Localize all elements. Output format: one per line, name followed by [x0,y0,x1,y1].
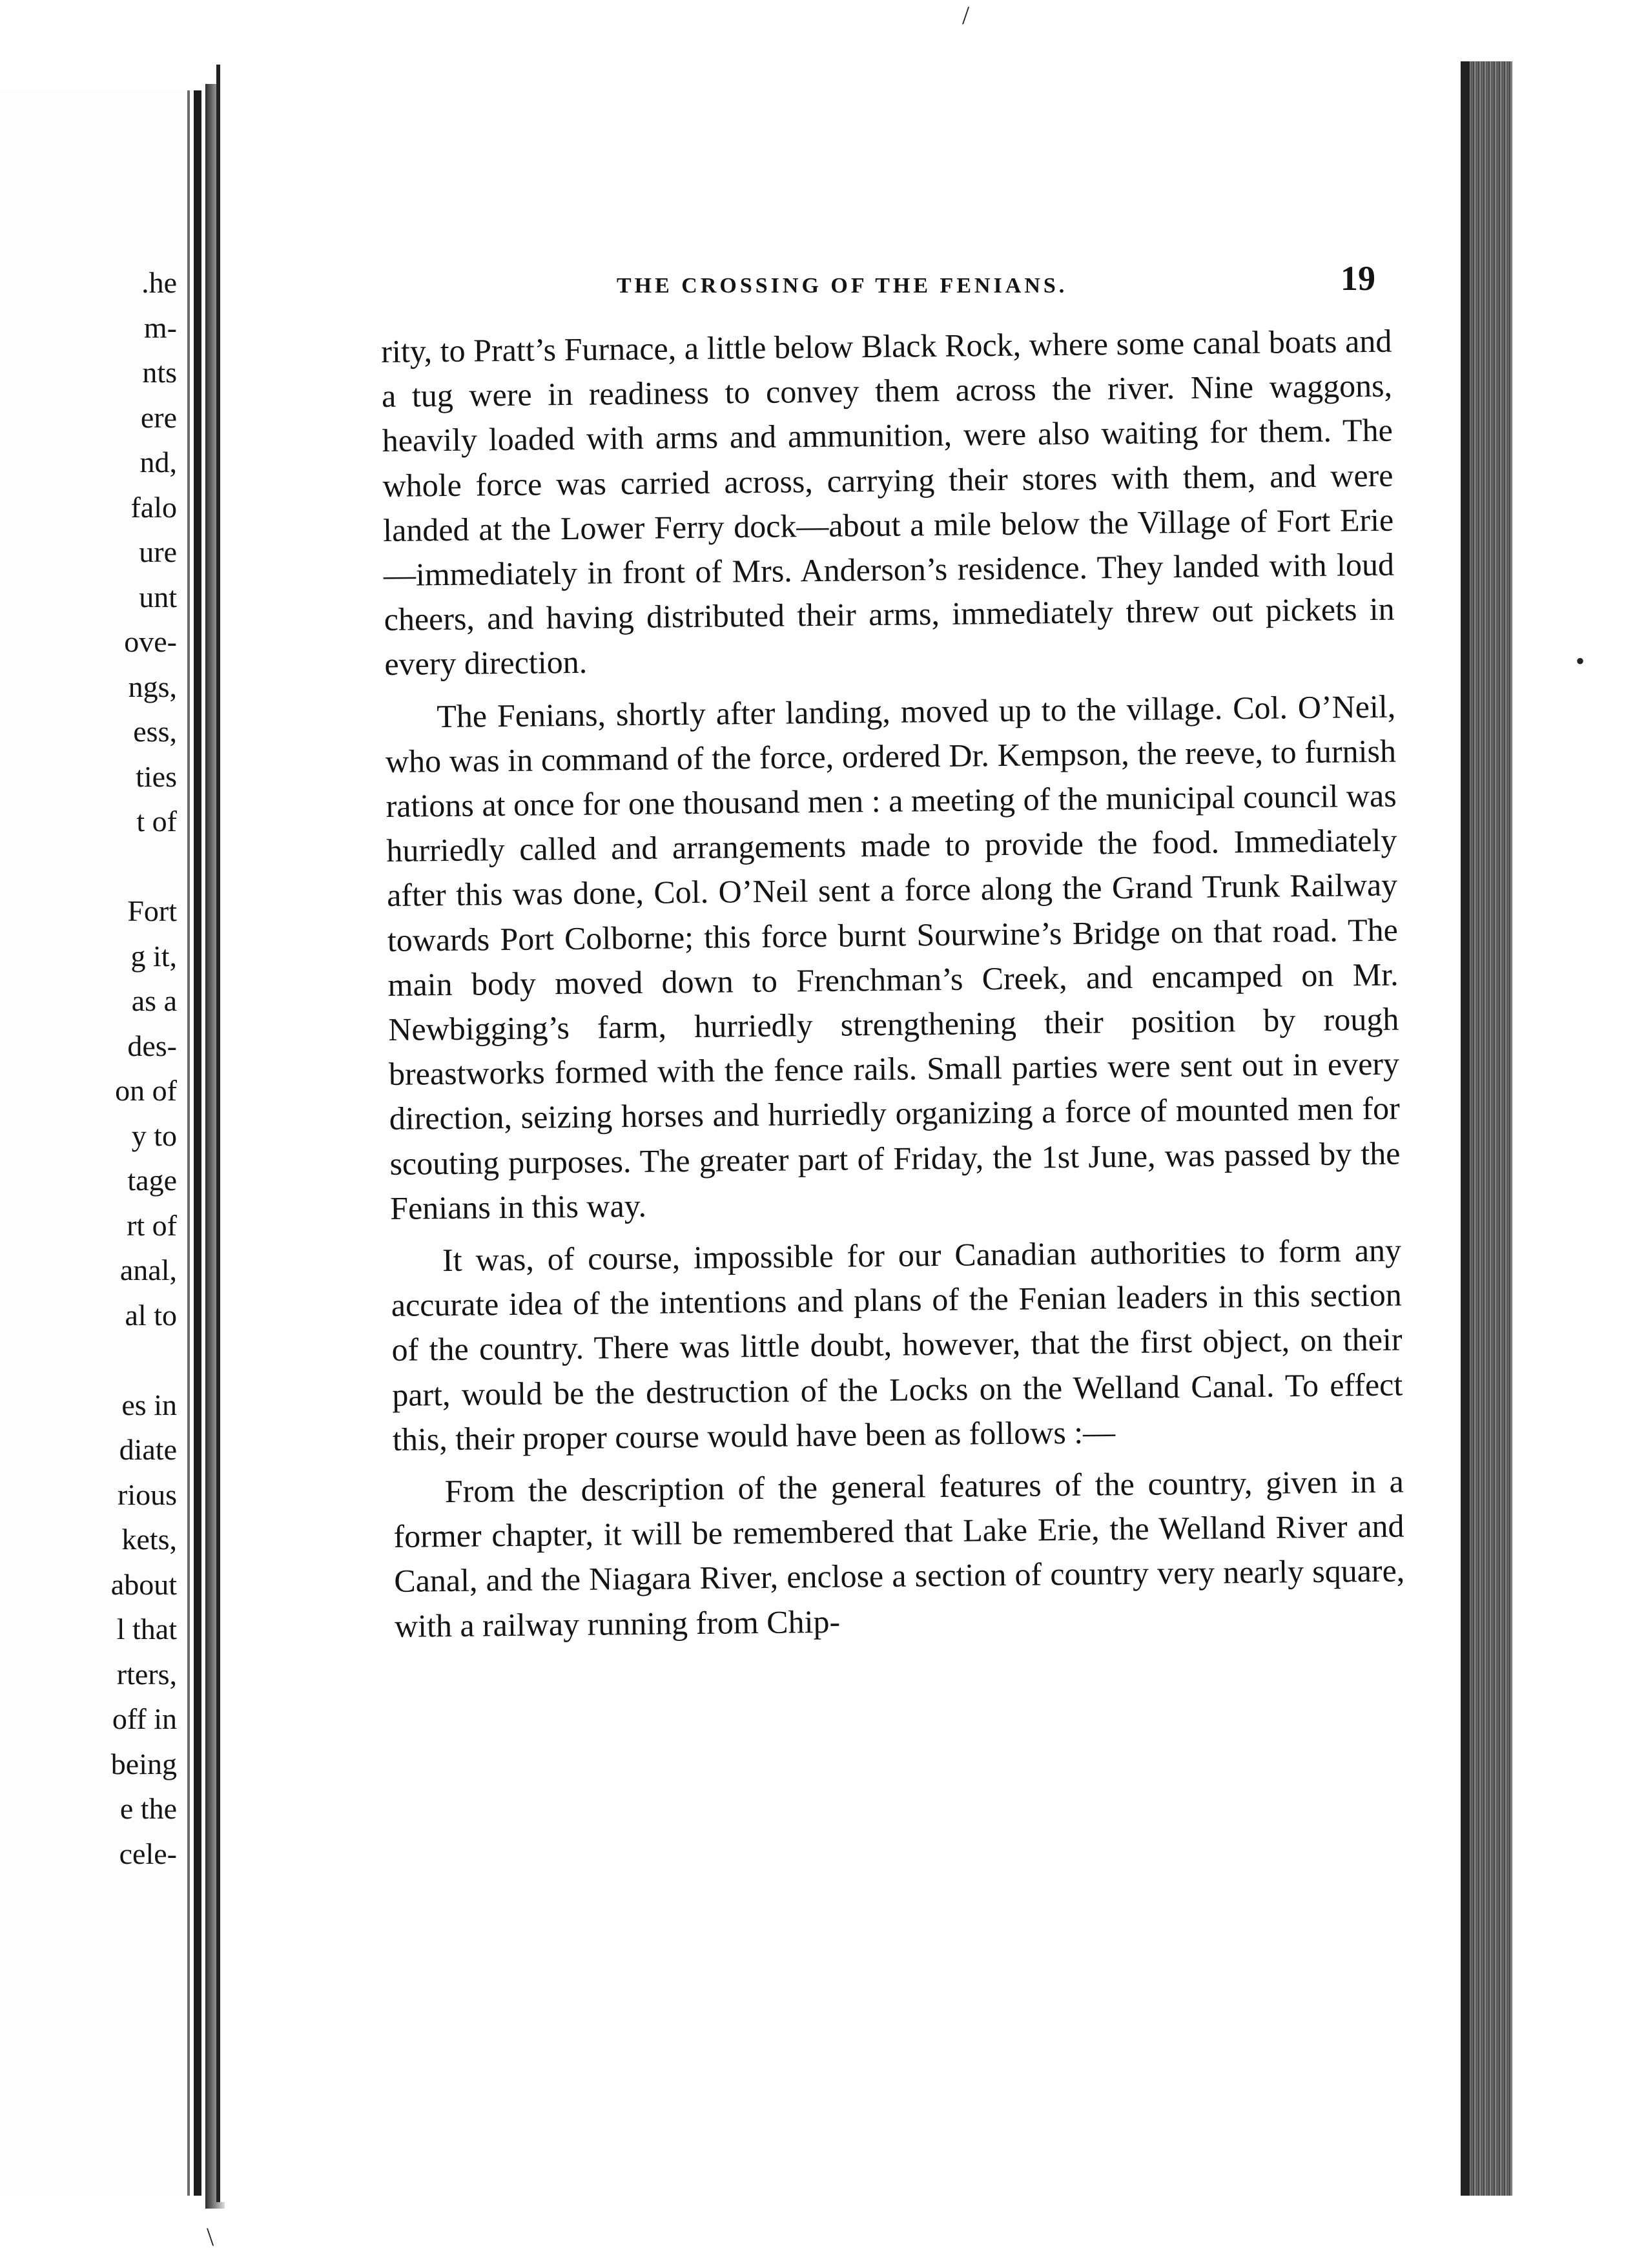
facing-page-line: on of [115,1074,177,1107]
facing-page-line: kets, [121,1523,177,1556]
facing-page-line: falo [130,490,177,524]
facing-page-line: ove- [124,625,177,658]
scan-mark: / [962,1,970,30]
facing-page-line: rious [118,1478,177,1511]
facing-page-line: es in [121,1388,177,1421]
page-stack-edge [1461,61,1512,2196]
facing-page-line: t of [136,805,177,838]
page-number: 19 [1341,259,1375,298]
facing-page-line: g it, [130,939,177,973]
facing-page-line: nts [142,356,177,389]
facing-page-line: des- [127,1029,177,1062]
facing-page-line: ngs, [128,670,177,703]
facing-page-line: al to [125,1298,177,1332]
facing-page-line: off in [112,1702,177,1735]
facing-page-line: e the [119,1792,177,1825]
facing-page-line: as a [131,984,177,1017]
facing-page-line: being [110,1747,177,1780]
body-text [381,319,1405,1656]
facing-page-line: y to [131,1119,177,1152]
facing-page-line: unt [139,580,177,613]
facing-page-line: diate [119,1433,177,1466]
facing-page-line: about [110,1567,177,1601]
page-stack-shadow [1461,61,1470,2196]
facing-page-line: m- [143,311,177,344]
facing-page-line: anal, [119,1253,177,1286]
facing-page-line: ere [140,400,177,434]
scan-mark: \ [207,2222,214,2251]
facing-page-line: ties [136,759,177,793]
facing-page-line: ure [139,535,177,568]
paragraph: rity, to Pratt’s Furnace, a little below Black Rock, where some canal boats and a tug were in readiness to convey them across the river. Nine waggons, heavily loaded with arms and ammunition, were also waiting for them. The whole force was carried across, carrying their stores with them, and were landed at the Lower Ferry dock—about a mile below the Village of Fort Erie—immediately in front of Mrs. Anderson’s residence. They landed with loud cheers, and having distributed their arms, immediately threw out pickets in every direction. [381,322,1395,683]
facing-page-line: rt of [127,1208,177,1242]
running-head: THE CROSSING OF THE FENIANS. [617,274,1068,298]
facing-page-line: ess, [133,715,177,748]
paragraph: It was, of course, impossible for our Canadian authorities to form any accurate idea of the intentions and plans of the Fenian leaders in this section of the country. There was little doubt, however, that the first object, on their part, would be the destruction of the Locks on the Welland Canal. To effect this, their proper course would have been as follows :— [391,1232,1403,1458]
scan-mark: • [1576,646,1585,675]
paragraph: From the description of the general features of the country, given in a former chapter, it will be remembered that Lake Erie, the Welland River and Canal, and the Niagara River, enclose a section of country very nearly square, with a railway running from Chip- [393,1463,1405,1644]
facing-page [0,90,201,2196]
facing-page-line: .he [141,266,177,299]
facing-page-line: tage [127,1164,177,1197]
paragraph: The Fenians, shortly after landing, moved up to the village. Col. O’Neil, who was in command of the force, ordered Dr. Kempson, the reeve, to furnish rations at once for one thousand men : a meeting of the municipal council was hurriedly called and arrangements made to provide the food. Immediately after this was done, Col. O’Neil sent a force along the Grand Trunk Railway towards Port Colborne; this force burnt Sourwine’s Bridge on that road. The main body moved down to Frenchman’s Creek, and encamped on Mr. Newbigging’s farm, hurriedly strengthening their position by rough breastworks formed with the fence rails. Small parties were sent out in every direction, seizing horses and hurriedly organizing a force of mounted men for scouting purposes. The greater part of Friday, the 1st June, was passed by the Fenians in this way. [385,688,1401,1226]
facing-page-line: nd, [139,446,177,479]
facing-page-line: l that [116,1613,177,1645]
facing-page-line: cele- [119,1837,177,1870]
facing-page-edge [187,90,190,2196]
facing-page-line: Fort [127,894,177,927]
facing-page-line: rters, [116,1657,177,1691]
page-header [394,258,1375,304]
